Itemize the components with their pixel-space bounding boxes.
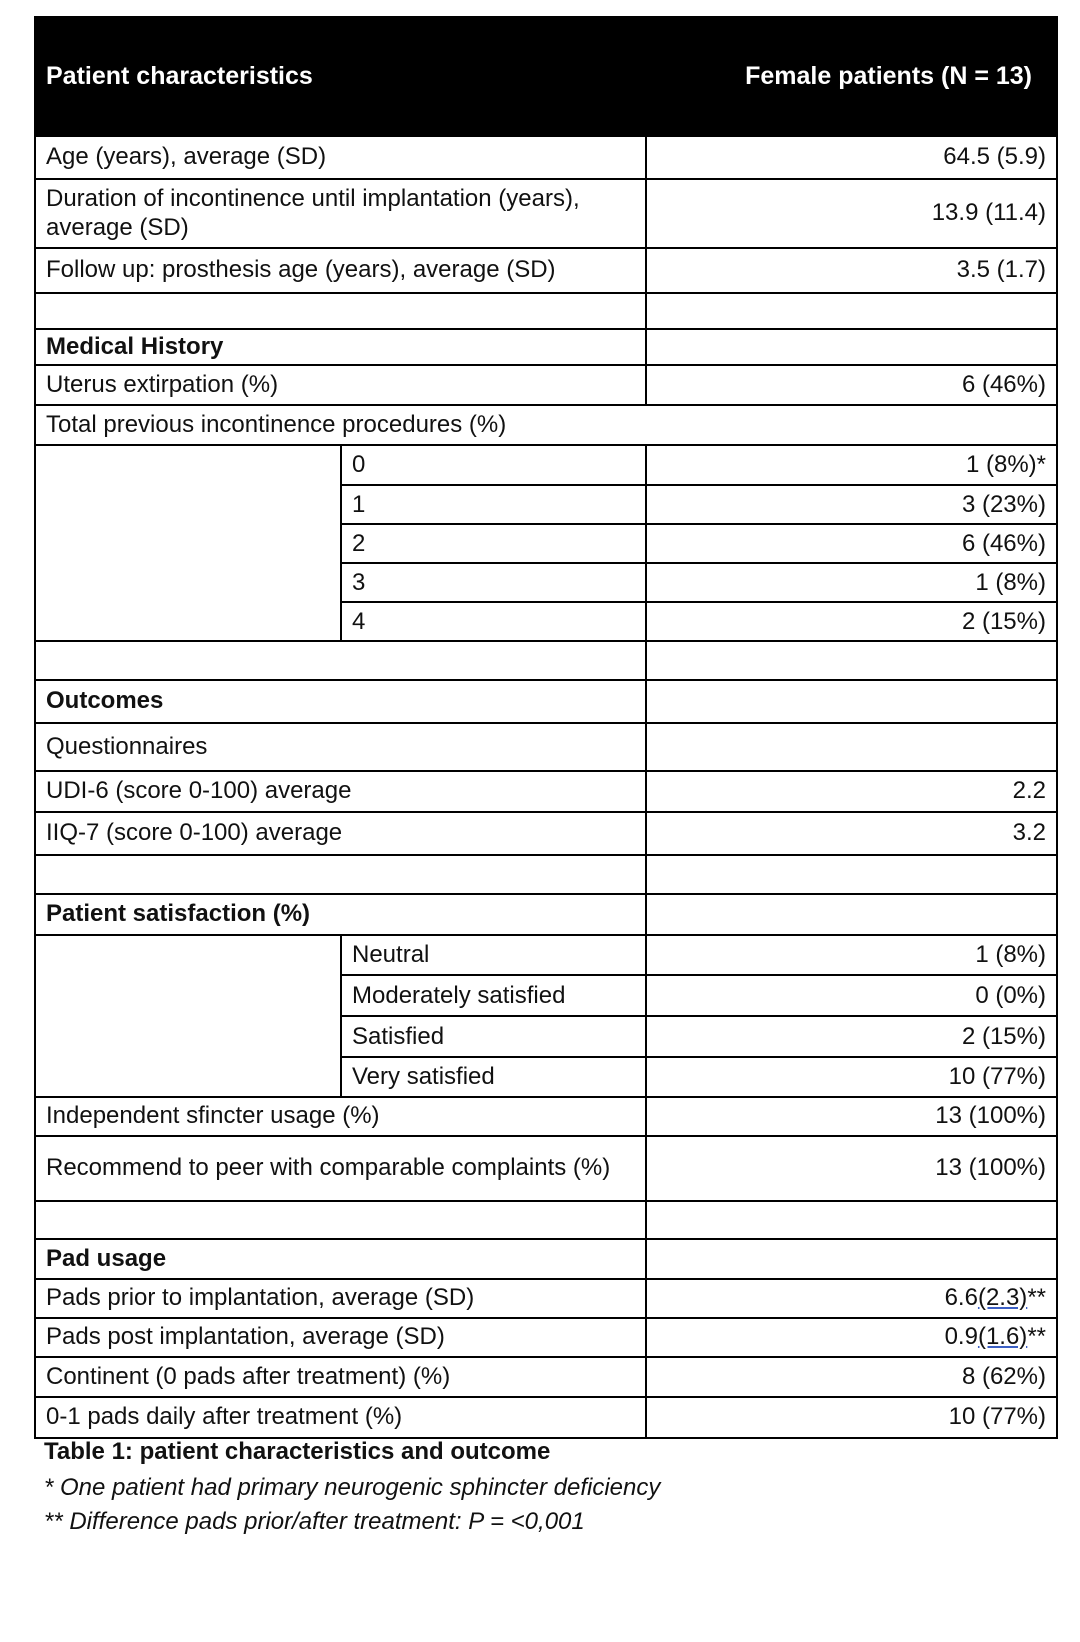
row-value <box>647 642 1056 679</box>
satisfaction-row <box>342 1015 1056 1056</box>
row-label: Questionnaires <box>36 724 647 770</box>
row-label: Recommend to peer with comparable complaints (%) <box>36 1137 647 1200</box>
value-footnote-mark: ** <box>1027 1284 1046 1312</box>
value-underlined: (1.6) <box>977 1323 1028 1351</box>
caption-title: Table 1: patient characteristics and outcome <box>44 1438 551 1465</box>
row-label <box>36 642 647 679</box>
section-label: Medical History <box>36 330 647 364</box>
procedures-value: 1 (8%) <box>975 568 1046 596</box>
section-outcomes <box>36 679 1056 722</box>
procedures-row <box>342 562 1056 601</box>
table-row-spacer <box>36 854 1056 893</box>
table-row-total-previous <box>36 404 1056 444</box>
section-label: Outcomes <box>36 681 647 722</box>
section-patient-satisfaction <box>36 893 1056 934</box>
table-row-pads-prior <box>36 1278 1056 1317</box>
satisfaction-level: Neutral <box>342 936 647 974</box>
row-value: 3.5 (1.7) <box>956 256 1046 284</box>
table-row-pads-post <box>36 1317 1056 1356</box>
row-value: 3.2 <box>1012 819 1046 847</box>
row-value <box>647 1240 1056 1278</box>
group-indent-cell <box>36 446 342 640</box>
section-label: Patient satisfaction (%) <box>36 895 647 934</box>
table-row-uterus <box>36 364 1056 404</box>
satisfaction-row <box>342 936 1056 974</box>
table-row-sfincter <box>36 1096 1056 1135</box>
footnote-2: ** Difference pads prior/after treatment: P = <0,001 <box>44 1508 585 1535</box>
row-value <box>647 330 1056 364</box>
row-label: Pads prior to implantation, average (SD) <box>36 1280 647 1317</box>
satisfaction-value: 1 (8%) <box>975 941 1046 968</box>
table-row-spacer <box>36 292 1056 328</box>
procedures-value: 1 (8%)* <box>965 451 1046 478</box>
row-label: Age (years), average (SD) <box>36 137 647 178</box>
section-medical-history <box>36 328 1056 364</box>
row-value: 64.5 (5.9) <box>943 143 1046 171</box>
value-main: 6.6 <box>944 1284 978 1312</box>
procedures-value: 6 (46%) <box>961 529 1046 557</box>
row-label <box>36 856 647 893</box>
satisfaction-value: 0 (0%) <box>975 981 1046 1009</box>
satisfaction-row <box>342 974 1056 1015</box>
row-label <box>36 294 647 328</box>
satisfaction-level: Moderately satisfied <box>342 976 647 1015</box>
table-row-continent <box>36 1356 1056 1396</box>
procedures-count: 1 <box>342 486 647 523</box>
row-value <box>647 895 1056 934</box>
row-label: Independent sfincter usage (%) <box>36 1098 647 1135</box>
row-value <box>647 1280 1056 1317</box>
row-label: Follow up: prosthesis age (years), average (SD) <box>36 249 647 292</box>
header-col-characteristics: Patient characteristics <box>46 62 313 90</box>
row-value: 6 (46%) <box>961 370 1046 398</box>
row-label: Duration of incontinence until implantation (years), average (SD) <box>36 180 647 247</box>
row-value: 13 (100%) <box>935 1102 1046 1130</box>
group-indent-cell <box>36 936 342 1096</box>
procedures-count: 4 <box>342 603 647 640</box>
row-value: 8 (62%) <box>961 1362 1046 1390</box>
procedures-group <box>36 444 1056 640</box>
row-label <box>36 1202 647 1238</box>
row-value <box>647 856 1056 893</box>
procedures-count: 3 <box>342 564 647 601</box>
satisfaction-level: Satisfied <box>342 1017 647 1056</box>
row-value: 10 (77%) <box>948 1403 1046 1431</box>
section-label: Pad usage <box>36 1240 647 1278</box>
table-row-spacer <box>36 640 1056 679</box>
table-caption <box>44 1438 660 1542</box>
value-footnote-mark: ** <box>1027 1323 1046 1351</box>
row-value <box>647 681 1056 722</box>
procedures-value: 3 (23%) <box>961 490 1046 518</box>
table-row-iiq7 <box>36 811 1056 854</box>
table-row-questionnaires <box>36 722 1056 770</box>
patient-table <box>34 16 1058 1439</box>
table-row-pads-0-1 <box>36 1396 1056 1437</box>
procedures-value: 2 (15%) <box>961 607 1046 635</box>
row-label: Uterus extirpation (%) <box>36 366 647 404</box>
procedures-row <box>342 601 1056 640</box>
table-row-spacer <box>36 1200 1056 1238</box>
row-label: Pads post implantation, average (SD) <box>36 1319 647 1356</box>
row-label: 0-1 pads daily after treatment (%) <box>36 1398 647 1437</box>
row-label: Total previous incontinence procedures (%) <box>46 410 507 438</box>
value-underlined: (2.3) <box>977 1284 1028 1312</box>
satisfaction-value: 10 (77%) <box>948 1063 1046 1090</box>
procedures-count: 0 <box>342 446 647 484</box>
row-value <box>647 724 1056 770</box>
row-value: 13.9 (11.4) <box>931 199 1046 227</box>
table-row-udi6 <box>36 770 1056 811</box>
satisfaction-row <box>342 1056 1056 1096</box>
table-row-age <box>36 135 1056 178</box>
procedures-row <box>342 484 1056 523</box>
procedures-row <box>342 446 1056 484</box>
satisfaction-value: 2 (15%) <box>961 1022 1046 1050</box>
satisfaction-group <box>36 934 1056 1096</box>
row-value: 13 (100%) <box>935 1154 1046 1182</box>
row-label: Continent (0 pads after treatment) (%) <box>36 1358 647 1396</box>
row-label: UDI-6 (score 0-100) average <box>36 772 647 811</box>
footnote-1: * One patient had primary neurogenic sphincter deficiency <box>44 1474 661 1501</box>
header-col-female-patients: Female patients (N = 13) <box>745 62 1032 90</box>
value-main: 0.9 <box>944 1323 978 1351</box>
procedures-row <box>342 523 1056 562</box>
satisfaction-level: Very satisfied <box>342 1058 647 1096</box>
row-value: 2.2 <box>1012 777 1046 805</box>
section-pad-usage <box>36 1238 1056 1278</box>
row-value <box>647 1202 1056 1238</box>
row-value <box>647 294 1056 328</box>
table-row-duration <box>36 178 1056 247</box>
row-label: IIQ-7 (score 0-100) average <box>36 813 647 854</box>
table-row-followup <box>36 247 1056 292</box>
procedures-count: 2 <box>342 525 647 562</box>
row-value <box>647 1319 1056 1356</box>
table-header <box>36 18 1056 135</box>
table-row-recommend <box>36 1135 1056 1200</box>
